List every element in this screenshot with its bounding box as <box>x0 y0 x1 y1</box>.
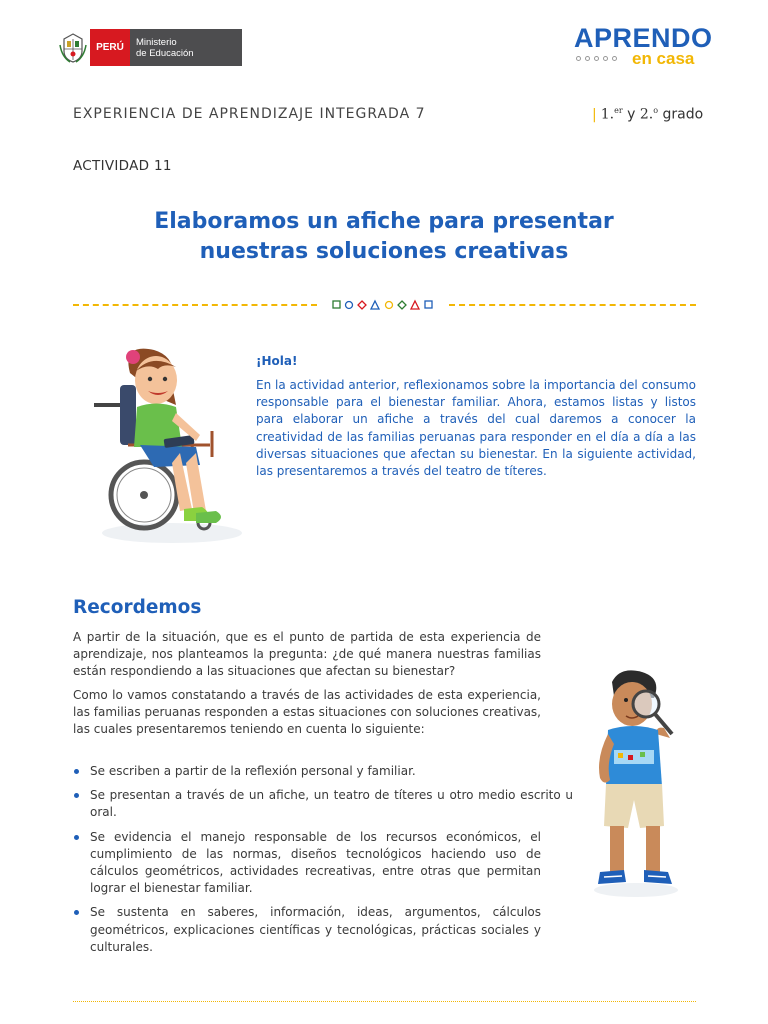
bullet-icon <box>74 835 79 840</box>
list-item: Se presentan a través de un afiche, un teatro de títeres u otro medio escrito u oral. <box>73 787 573 821</box>
boy-magnifier-illustration <box>586 668 686 900</box>
criteria-list <box>73 763 573 963</box>
page-title <box>84 207 684 267</box>
ministry-line-2: de Educación <box>136 48 194 59</box>
brand-top: APRENDO <box>574 23 713 53</box>
list-item: Se sustenta en saberes, información, ideas, argumentos, cálculos geométricos, explicaciones científicas y tecnológicas, prácticas sociales y culturales. <box>73 904 541 956</box>
bullet-icon <box>74 910 79 915</box>
experience-title: EXPERIENCIA DE APRENDIZAJE INTEGRADA 7 <box>73 106 426 122</box>
aprendo-en-casa-logo <box>574 24 719 72</box>
grade-connector: y <box>622 106 640 123</box>
grade-label <box>592 106 703 123</box>
activity-label: ACTIVIDAD 11 <box>73 158 172 174</box>
coat-of-arms-icon <box>56 29 90 66</box>
ministry-name <box>130 29 242 66</box>
grade-second-sup: o <box>653 106 659 115</box>
brand-bottom: en casa <box>632 49 695 68</box>
grade-second: 2. <box>639 106 654 123</box>
girl-wheelchair-illustration <box>92 345 247 545</box>
section-divider <box>73 299 696 311</box>
decorative-shapes-icon <box>331 299 437 311</box>
footer-divider <box>73 1001 696 1002</box>
grade-word: grado <box>658 106 704 123</box>
list-item: Se evidencia el manejo responsable de los recursos económicos, el cumplimiento de las normas, diseños tecnológicos haciendo uso de cálculos geométricos, actividades recreativas, entre otras que permitan lograr el bienestar familiar. <box>73 829 541 898</box>
intro-greeting: ¡Hola! <box>256 354 298 368</box>
recordemos-paragraph-1: A partir de la situación, que es el punto de partida de esta experiencia de aprendizaje, nos planteamos la pregunta: ¿de qué manera nuestras familias están respondiendo a las situaciones que afectan su bienestar? <box>73 630 541 679</box>
ministry-line-1: Ministerio <box>136 37 177 48</box>
peru-label: PERÚ <box>90 29 130 66</box>
grade-separator: | <box>592 106 597 123</box>
title-line-1: Elaboramos un afiche para presentar <box>154 209 614 234</box>
list-item: Se escriben a partir de la reflexión personal y familiar. <box>73 763 541 780</box>
section-title-recordemos: Recordemos <box>73 597 202 618</box>
grade-first: 1. <box>600 106 615 123</box>
intro-paragraph: En la actividad anterior, reflexionamos sobre la importancia del consumo responsable para el bienestar familiar. Ahora, estamos listas y listos para elaborar un afiche a través del cual daremos a conocer la creatividad de las familias peruanas para responder en el día a día a las diversas situaciones que afectan su bienestar. En la siguiente actividad, las presentaremos a través del teatro de títeres. <box>256 378 697 479</box>
title-line-2: nuestras soluciones creativas <box>199 239 569 264</box>
bullet-icon <box>74 793 79 798</box>
ministry-logo <box>56 29 242 66</box>
grade-first-sup: er <box>614 106 623 115</box>
brand-dots-icon <box>576 56 617 61</box>
bullet-icon <box>74 769 79 774</box>
recordemos-paragraph-2: Como lo vamos constatando a través de las actividades de esta experiencia, las familias peruanas responden a estas situaciones con soluciones creativas, las cuales presentaremos teniendo en cuenta lo siguiente: <box>73 688 541 737</box>
